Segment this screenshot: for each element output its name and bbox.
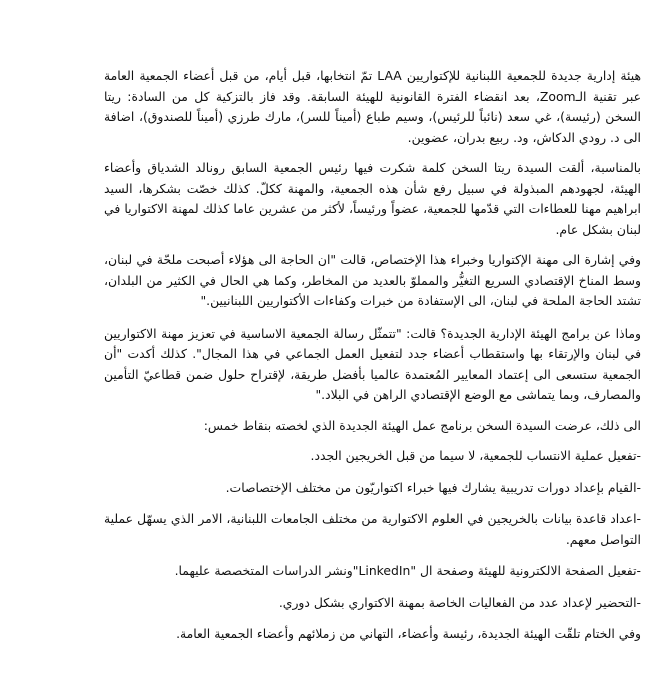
paragraph-closing: وفي الختام تلقّت الهيئة الجديدة، رئيسة وأعضاء، التهاني من زملائهم وأعضاء الجمعية العامة. — [176, 626, 641, 641]
paragraph-profession: وفي إشارة الى مهنة الإكتواريا وخبراء هذا الإختصاص، قالت "ان الحاجة الى هؤلاء أصبحت ملحّة في لبنان، وسط المناخ الإقتصادي السريع التغيُّر والمملوّ بالعديد من المخاطر، وكما هي الحال في الكثير من البلدان، تشتد الحاجة الملحة في لبنان، الى الإستفادة من خبرات وكفاءات الأكتواريين اللبنانيين." — [104, 252, 641, 308]
plan-item: -اعداد قاعدة بيانات بالخريجين في العلوم الاكتوارية من مختلف الجامعات اللبنانية، الامر الذي يسهّل عملية التواصل معهم. — [104, 511, 641, 547]
paragraph-programs: وماذا عن برامج الهيئة الإدارية الجديدة؟ قالت: "تتمثّل رسالة الجمعية الاساسية في تعزيز مهنة الاكتواريين في لبنان والإرتقاء بها واستقطاب أعضاء جدد لتفعيل العمل الجماعي في هذا المجال". كذلك أكدت "أن الجمعية ستسعى الى إعتماد المعايير المُعتمدة عالميا بأفضل طريقة، لإقتراح حلول ضمن قطاعيّ التأمين والمصارف، وبما يتماشى مع الوضع الإقتصادي الراهن في البلاد." — [104, 325, 641, 402]
plan-item: -تفعيل الصفحة الالكترونية للهيئة وصفحة ال "LinkedIn"ونشر الدراسات المتخصصة عليهما. — [174, 563, 641, 578]
plan-item: -تفعيل عملية الانتساب للجمعية، لا سيما من قبل الخريجين الجدد. — [310, 448, 641, 463]
plan-item: -القيام بإعداد دورات تدريبية يشارك فيها خبراء اكتواريّون من مختلف الإختصاصات. — [225, 479, 641, 495]
paragraph-plan-intro: الى ذلك، عرضت السيدة السخن برنامج عمل الهيئة الجديدة الذي لخصته بنقاط خمس: — [203, 417, 641, 433]
paragraph-election: هيئة إدارية جديدة للجمعية اللبنانية للإكتواريين LAA تمّ انتخابها، قبل أيام، من قبل أعضاء الجمعية العامة عبر تقنية الـZoom، بعد انقضاء الفترة القانونية للهيئة السابقة. وقد فاز بالتزكية كل من السادة: ريتا السخن (رئيسة)، غي سعد (نائباً للرئيس)، وسيم طباع (أميناً للسر)، مارك طرزي (أميناً للصندوق)، اضافة الى د. رودي الدكاش، ود. ربيع بدران، عضوين. — [104, 68, 641, 145]
paragraph-thanks: بالمناسبة، ألقت السيدة ريتا السخن كلمة شكرت فيها رئيس الجمعية السابق رونالد الشدياق وأعضاء الهيئة، لجهودهم المبذولة في سبيل رفع شأن هذه الجمعية، والمهنة ككلّ. كذلك خصّت بشكرها، السيد ابراهيم مهنا للعطاءات التي قدّمها للجمعية، عضواً ورئيساً، لأكثر من عشرين عاما كذلك لمهنة الاكتواريا في لبنان بشكل عام. — [104, 160, 641, 237]
plan-item: -التحضير لإعداد عدد من الفعاليات الخاصة بمهنة الاكتواري بشكل دوري. — [278, 594, 641, 610]
